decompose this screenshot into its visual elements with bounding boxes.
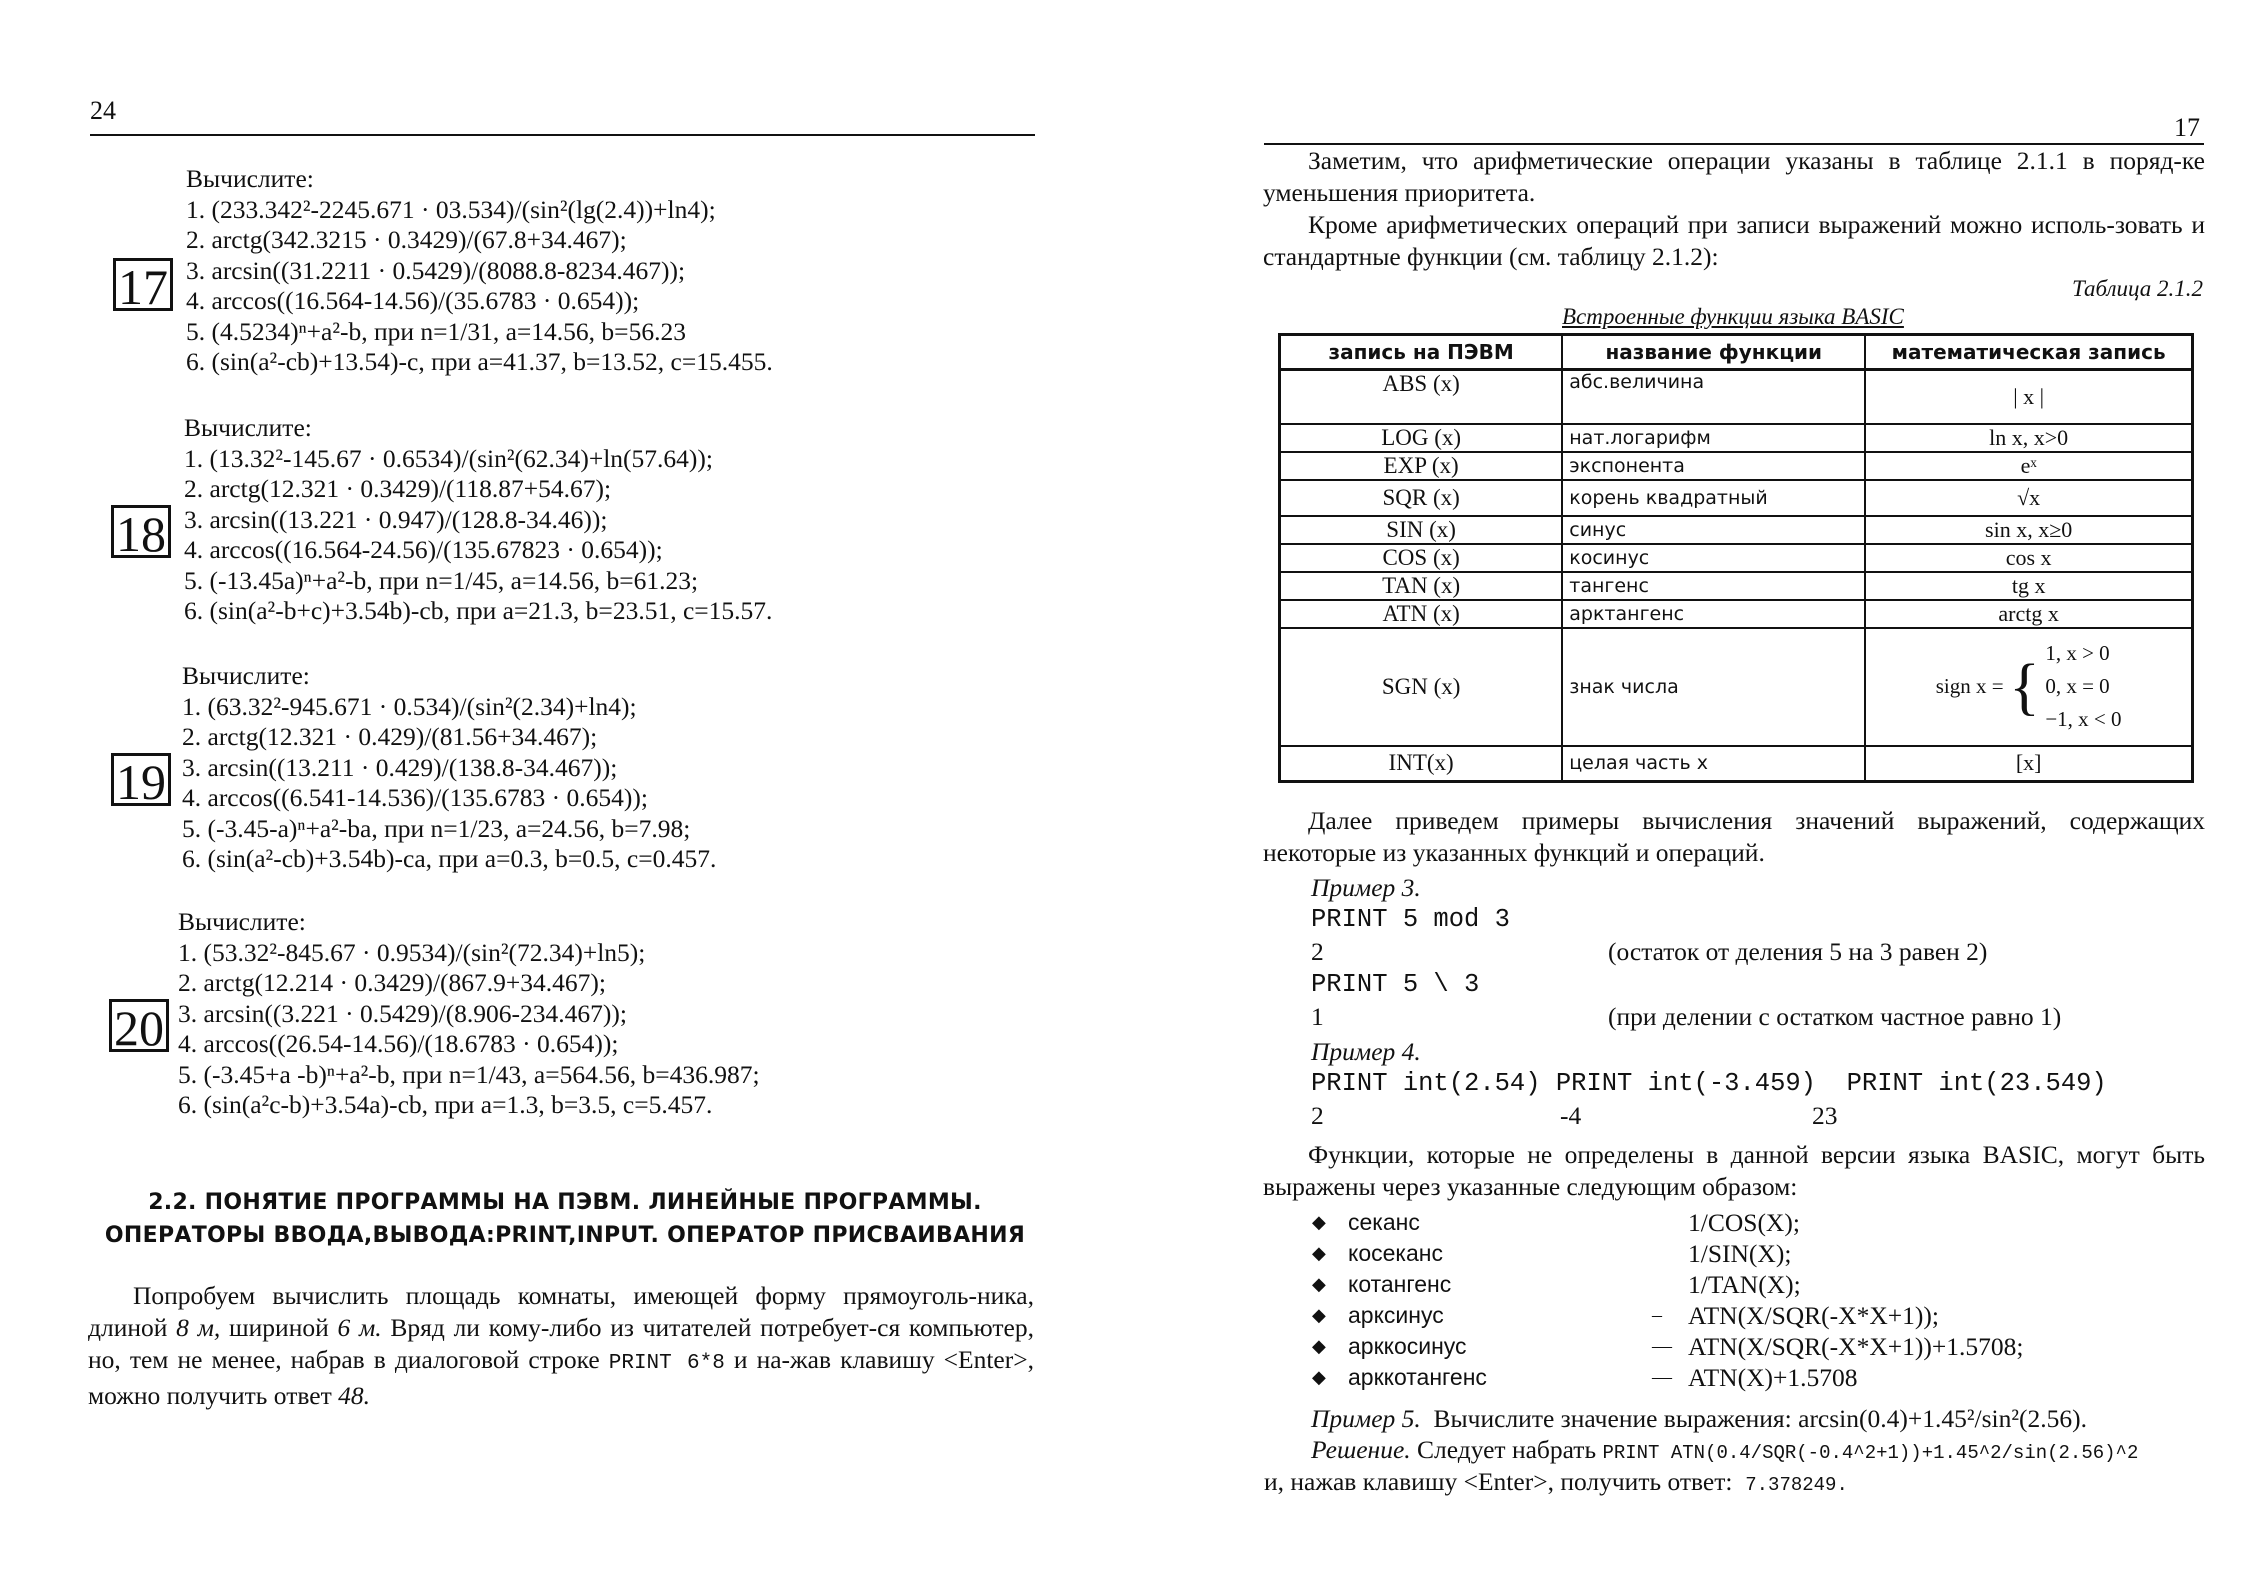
task-item: 1. (13.32²-145.67 · 0.6534)/(sin²(62.34)+ln(57.64));: [184, 443, 713, 473]
dash-icon: —: [1652, 1335, 1672, 1357]
functions-table: [1278, 333, 2194, 783]
task-item: 2. arctg(12.321 · 0.429)/(81.56+34.467);: [182, 722, 598, 751]
bullet-icon: ◆: [1312, 1336, 1326, 1356]
task-item: 1. (233.342²-2245.671 · 03.534)/(sin²(lg(2.4))+ln4);: [186, 194, 716, 224]
task-item: 5. (-3.45-a)ⁿ+a²-ba, при n=1/23, a=24.56, b=7.98;: [182, 813, 691, 843]
code-line: PRINT int(2.54) PRINT int(-3.459) PRINT int(23.549): [1311, 1069, 2107, 1098]
output-value: 23: [1812, 1101, 1838, 1130]
task-item: 6. (sin(a²-cb)+13.54)-c, при a=41.37, b=13.52, c=15.455.: [186, 347, 773, 376]
table-header: математическая запись: [1865, 335, 2192, 370]
task-item: 1. (63.32²-945.671 · 0.534)/(sin²(2.34)+ln4);: [182, 691, 637, 721]
task-item: 5. (-3.45+a -b)ⁿ+a²-b, при n=1/43, a=564.56, b=436.987;: [178, 1059, 760, 1089]
table-label: Таблица 2.1.2: [2072, 276, 2204, 301]
bullet-icon: ◆: [1312, 1243, 1326, 1263]
table-header-row: [1280, 335, 2193, 370]
section-heading: [100, 1186, 1030, 1252]
table-row: SGN (x) знак числа sign x = { 1, x > 0 0, x = 0 −1, x < 0: [1280, 628, 2193, 746]
task-item: 3. arcsin((3.221 · 0.5429)/(8.906-234.467));: [178, 998, 627, 1028]
variant-block: [184, 413, 772, 627]
variant-number-box: 20: [109, 999, 169, 1052]
task-item: 3. arcsin((31.2211 · 0.5429)/(8088.8-8234.467));: [186, 255, 686, 285]
output-value: -4: [1560, 1101, 1582, 1130]
section-heading-line: 2.2. ПОНЯТИЕ ПРОГРАММЫ НА ПЭВМ. ЛИНЕЙНЫЕ ПРОГРАММЫ.: [148, 1190, 982, 1215]
inline-code: PRINT ATN(0.4/SQR(-0.4^2+1))+1.45^2/sin(2.56)^2: [1602, 1442, 2139, 1464]
sign-formula: sign x =: [1935, 674, 2004, 698]
page-number: 17: [2174, 113, 2200, 142]
example-label: Пример 3.: [1311, 873, 1421, 902]
table-row: EXP (x) экспонента eˣ: [1280, 452, 2193, 480]
bullet-icon: ◆: [1312, 1274, 1326, 1294]
task-item: 2. arctg(342.3215 · 0.3429)/(67.8+34.467);: [186, 225, 627, 254]
variant-number-box: 17: [113, 258, 173, 311]
table-header: название функции: [1562, 335, 1865, 370]
answer-value: 7.378249.: [1745, 1474, 1848, 1496]
table-row: SIN (x) синус sin x, x≥0: [1280, 516, 2193, 544]
variant-block: [178, 907, 760, 1121]
task-item: 3. arcsin((13.211 · 0.429)/(138.8-34.467));: [182, 752, 618, 782]
bullet-icon: ◆: [1312, 1367, 1326, 1387]
task-item: 4. arccos((6.541-14.536)/(135.6783 · 0.654));: [182, 783, 648, 812]
variant-title: Вычислите:: [186, 164, 314, 193]
task-item: 2. arctg(12.321 · 0.3429)/(118.87+54.67);: [184, 474, 612, 503]
variant-number-box: 18: [111, 505, 171, 558]
table-row: LOG (x) нат.логарифм ln x, x>0: [1280, 424, 2193, 452]
variant-title: Вычислите:: [184, 413, 312, 442]
intro-paragraph: Заметим, что арифметические операции указаны в таблице 2.1.1 в поряд-ке уменьшения приоритета. Кроме арифметических операций при записи выражений можно исполь-зовать и стандартные функции (см. таблицу 2.1.2):: [1263, 146, 2205, 271]
variant-block: [186, 164, 773, 378]
brace-glyph: {: [2009, 650, 2040, 722]
table-row: ATN (x) арктангенс arctg x: [1280, 600, 2193, 628]
table-header: запись на ПЭВМ: [1280, 335, 1563, 370]
right-page: 17 Заметим, что арифметические операции указаны в таблице 2.1.1 в поряд-ке уменьшения приоритета. Кроме арифметических операций при записи выражений можно исполь-зовать и стандартные функции (см. таблицу 2.1.2): Таблица 2.1.2 Встроенные функции языка BASIC запись на ПЭВМ название функции математическая запись ABS (x) абс.величина | x | LOG (x) нат.логарифм ln x, x>0 EXP (x) экспонента eˣ SQR (x) корень квадратный √x SIN (x) синус sin x, x≥0 COS (x) косинус cos x TAN (x) тангенс tg x ATN (x) арктангенс arctg x SGN (x) знак числа sign x = { 1, x > 0 0, x = 0 −1, x < 0 INT(x) целая часть х [x] Далее приведем примеры вычисления значений выражений, содержащих некоторые из указанных функций и операций. Пример 3. PRINT 5 mod 3 2 (остаток от деления 5 на 3 равен 2) PRINT 5 \ 3 1 (при делении с остатком частное равно 1) Пример 4. PRINT int(2.54) PRINT int(-3.459) PRINT int(23.549) 2 -4 23 Функции, которые не определены в данной версии языка BASIC, могут быть выражены через указанные следующим образом: ◆ секанс 1/COS(X); ◆ косеканс 1/SIN(X); ◆ котангенс 1/TAN(X); ◆ арксинус – ATN(X/SQR(-X*X+1)); ◆ арккосинус — ATN(X/SQR(-X*X+1))+1.5708; ◆ арккотангенс — ATN(X)+1.5708 Пример 5. Вычислите значение выражения: arcsin(0.4)+1.45²/sin²(2.56). Решение. Следует набрать PRINT ATN(0.4/SQR(-0.4^2+1))+1.45^2/sin(2.56)^2 и, нажав клавишу <Enter>, получить ответ: 7.378249.: [1134, 0, 2267, 1577]
task-item: 6. (sin(a²-b+c)+3.54b)-cb, при a=21.3, b=23.51, c=15.57.: [184, 596, 773, 625]
example5-line: Пример 5. Вычислите значение выражения: arcsin(0.4)+1.45²/sin²(2.56).: [1311, 1404, 2087, 1433]
task-item: 2. arctg(12.214 · 0.3429)/(867.9+34.467);: [178, 968, 606, 997]
code-line: PRINT 5 mod 3: [1311, 905, 1510, 934]
output-value: 1: [1311, 1002, 1324, 1031]
task-item: 6. (sin(a²c-b)+3.54a)-cb, при a=1.3, b=3.5, c=5.457.: [178, 1090, 713, 1119]
output-note: (остаток от деления 5 на 3 равен 2): [1608, 937, 1988, 966]
body-paragraph: Попробуем вычислить площадь комнаты, имеющей форму прямоуголь-ника, длиной 8 м, шириной 6 м. Вряд ли кому-либо из читателей потребует-ся компьютер, но, тем не менее, набрав в диалоговой строке PRINT 6*8 и на-жав клавишу <Enter>, можно получить ответ 48.: [88, 1281, 1034, 1410]
table-row: INT(x) целая часть х [x]: [1280, 746, 2193, 782]
task-item: 5. (-13.45a)ⁿ+a²-b, при n=1/45, a=14.56, b=61.23;: [184, 565, 699, 595]
examples-intro: Далее приведем примеры вычисления значений выражений, содержащих некоторые из указанных функций и операций.: [1263, 806, 2205, 867]
output-note: (при делении с остатком частное равно 1): [1608, 1002, 2062, 1031]
task-item: 6. (sin(a²-cb)+3.54b)-ca, при a=0.3, b=0.5, c=0.457.: [182, 844, 717, 873]
table-caption: Встроенные функции языка BASIC: [1562, 304, 1904, 329]
task-item: 4. arccos((16.564-24.56)/(135.67823 · 0.654));: [184, 535, 663, 564]
variant-title: Вычислите:: [178, 907, 306, 936]
code-line: PRINT 5 \ 3: [1311, 970, 1480, 999]
task-item: 1. (53.32²-845.67 · 0.9534)/(sin²(72.34)+ln5);: [178, 937, 646, 967]
task-item: 4. arccos((26.54-14.56)/(18.6783 · 0.654));: [178, 1029, 619, 1058]
table-row: ABS (x) абс.величина | x |: [1280, 370, 2193, 424]
task-item: 5. (4.5234)ⁿ+a²-b, при n=1/31, a=14.56, b=56.23: [186, 316, 686, 346]
page-number: 24: [90, 96, 116, 125]
inline-code: PRINT 6*8: [608, 1352, 725, 1375]
section-heading-line: ОПЕРАТОРЫ ВВОДА,ВЫВОДА:PRINT,INPUT. ОПЕРАТОР ПРИСВАИВАНИЯ: [104, 1223, 1026, 1248]
dash-icon: —: [1652, 1366, 1672, 1388]
example-label: Пример 4.: [1311, 1037, 1421, 1066]
bullet-icon: ◆: [1312, 1212, 1326, 1232]
output-value: 2: [1311, 1101, 1324, 1130]
dash-icon: –: [1652, 1304, 1662, 1326]
variant-number-box: 19: [111, 753, 171, 806]
variant-block: [182, 661, 716, 875]
answer-line: и, нажав клавишу <Enter>, получить ответ: 7.378249.: [1264, 1467, 1848, 1496]
table-row: COS (x) косинус cos x: [1280, 544, 2193, 572]
task-item: 4. arccos((16.564-14.56)/(35.6783 · 0.654));: [186, 286, 640, 315]
functions-intro: Функции, которые не определены в данной версии языка BASIC, могут быть выражены через указанные следующим образом:: [1263, 1140, 2205, 1201]
sign-cases: 1, x > 0 0, x = 0 −1, x < 0: [2045, 641, 2122, 731]
header-rule: [90, 134, 1035, 136]
output-value: 2: [1311, 937, 1324, 966]
table-row: SQR (x) корень квадратный √x: [1280, 480, 2193, 516]
table-row: TAN (x) тангенс tg x: [1280, 572, 2193, 600]
task-item: 3. arcsin((13.221 · 0.947)/(128.8-34.46));: [184, 504, 608, 534]
bullet-icon: ◆: [1312, 1305, 1326, 1325]
solution-line: Решение. Следует набрать PRINT ATN(0.4/SQR(-0.4^2+1))+1.45^2/sin(2.56)^2: [1311, 1435, 2139, 1464]
variant-title: Вычислите:: [182, 661, 310, 690]
